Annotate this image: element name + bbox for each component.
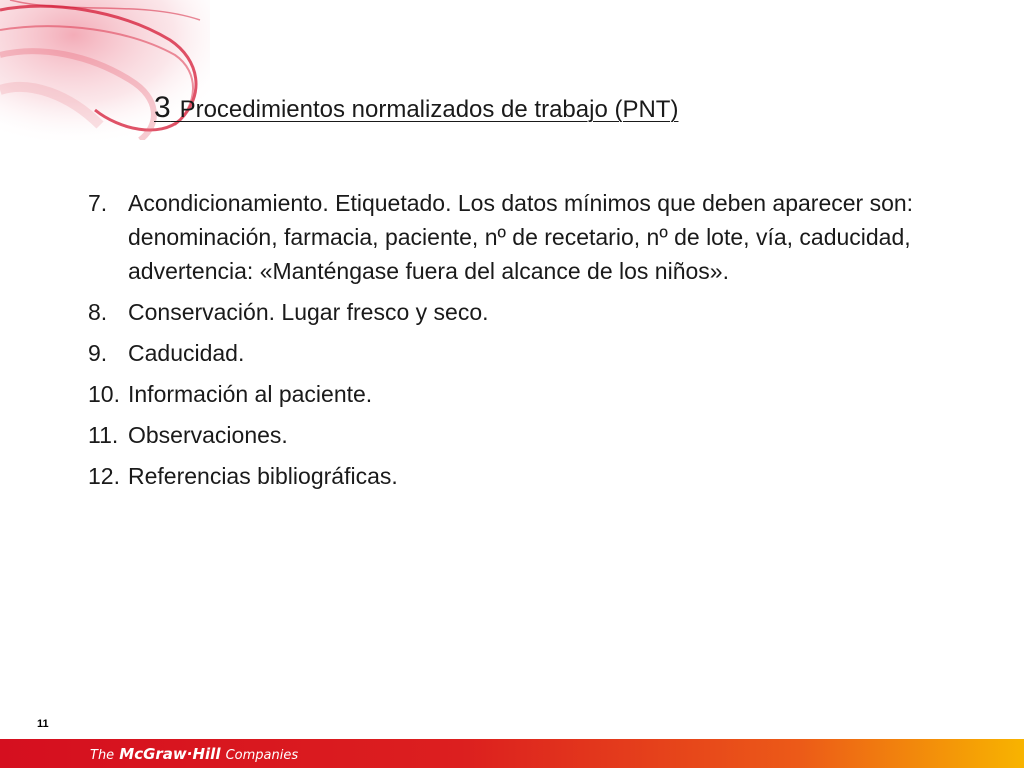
list-item-text: Información al paciente.	[128, 381, 373, 407]
mcgraw-hill-logo	[90, 744, 298, 766]
list-item-text: Acondicionamiento. Etiquetado. Los datos mínimos que deben aparecer son: denominación, farmacia, paciente, nº de recetario, nº de lote, vía, caducidad, advertencia: «Manténgase fuera del alcance de los niños».	[128, 190, 914, 284]
logo-the: The	[90, 748, 115, 763]
list-item-number: 8.	[88, 299, 108, 325]
slide-title	[154, 88, 678, 125]
list-item	[88, 336, 938, 370]
logo-companies: Companies	[225, 748, 299, 763]
list-item	[88, 377, 938, 411]
list-item-number: 12.	[88, 463, 120, 489]
slide-title-text: Procedimientos normalizados de trabajo (PNT)	[179, 96, 679, 123]
list-item	[88, 418, 938, 452]
list-item	[88, 459, 938, 493]
list-item	[88, 186, 938, 288]
list-item-number: 10.	[88, 381, 120, 407]
list-item-text: Conservación. Lugar fresco y seco.	[128, 299, 489, 325]
list-item-number: 9.	[88, 340, 108, 366]
list-item-text: Caducidad.	[128, 340, 245, 366]
page-number: 11	[37, 718, 49, 730]
list-item-number: 11.	[88, 422, 119, 448]
logo-brand: McGraw·Hill	[119, 745, 221, 763]
procedure-list	[88, 186, 938, 500]
list-item-number: 7.	[88, 190, 108, 216]
list-item-text: Referencias bibliográficas.	[128, 463, 398, 489]
list-item	[88, 295, 938, 329]
slide-title-number: 3	[154, 91, 171, 124]
list-item-text: Observaciones.	[128, 422, 288, 448]
